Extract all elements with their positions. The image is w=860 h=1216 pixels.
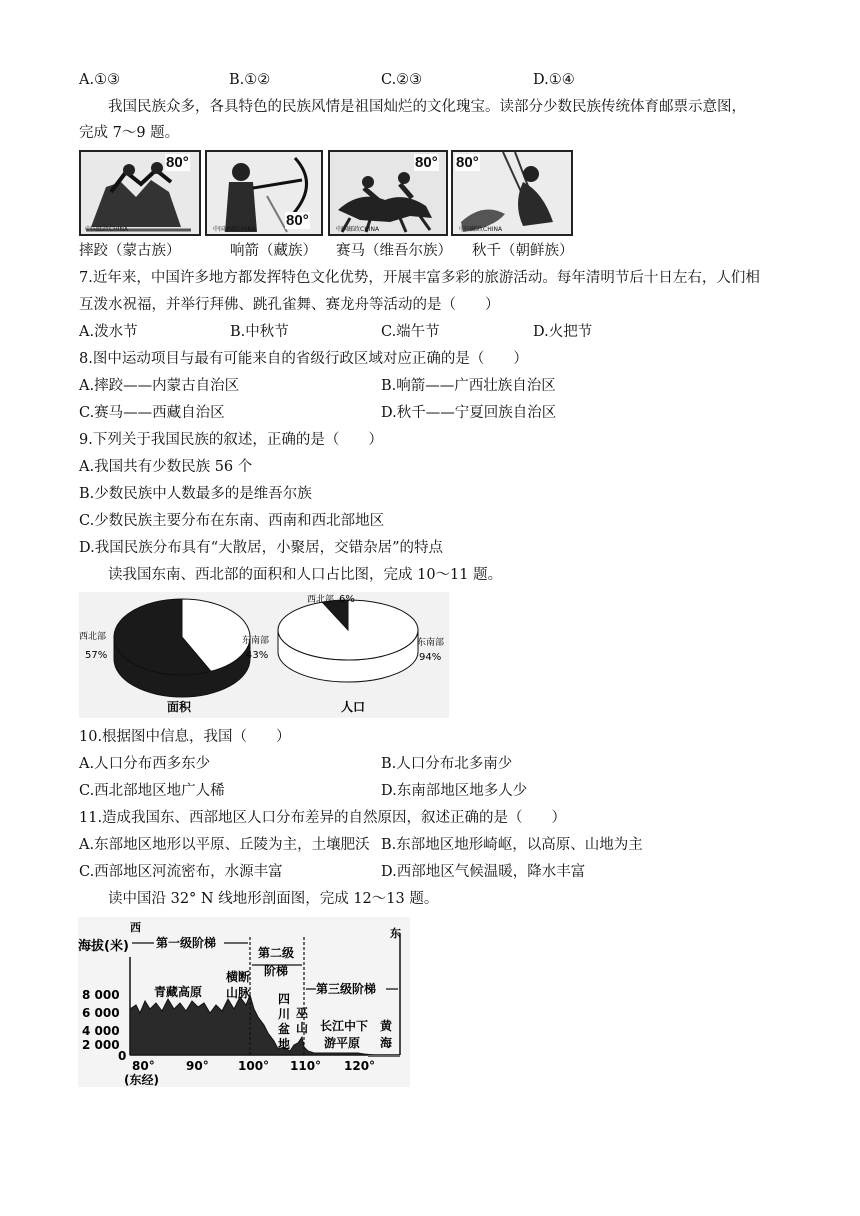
population-chart-title: 人口 — [341, 700, 366, 714]
stamp-value: 80 — [286, 212, 303, 229]
q9-option-c: C.少数民族主要分布在东南、西南和西北部地区 — [79, 513, 385, 529]
profile-west: 西 — [130, 921, 141, 934]
q11-option-d: D.西部地区气候温暖，降水丰富 — [381, 864, 586, 880]
xunit-label: (东经) — [124, 1073, 159, 1087]
xtick-100: 100° — [238, 1059, 270, 1073]
pop-label-northwest: 西北部 — [307, 595, 335, 605]
intro-12-13: 读中国沿 32° N 线地形剖面图，完成 12～13 题。 — [108, 891, 439, 907]
area-value-northwest: 57% — [85, 650, 108, 661]
profile-ylabel: 海拔(米) — [78, 939, 129, 954]
q10-stem: 10.根据图中信息，我国（ ） — [79, 729, 291, 745]
ytick-4000: 4 000 — [82, 1024, 120, 1038]
terrain-profile-svg — [78, 917, 410, 1087]
yellow-sea-water — [368, 1055, 400, 1057]
q6-option-d: D.①④ — [533, 72, 575, 88]
intro-10-11: 读我国东南、西北部的面积和人口占比图，完成 10～11 题。 — [108, 567, 503, 583]
q9-option-b: B.少数民族中人数最多的是维吾尔族 — [79, 486, 312, 502]
q6-option-a: A.①③ — [79, 72, 121, 88]
stamp-value-mark: ° — [431, 154, 438, 171]
intro-7-9-line1: 我国民族众多，各具特色的民族风情是祖国灿烂的文化瑰宝。读部分少数民族传统体育邮票示意图， — [108, 99, 746, 115]
q7-option-c: C.端午节 — [381, 324, 440, 340]
caption-horse-racing: 赛马（维吾尔族） — [336, 243, 452, 259]
q10-option-a: A.人口分布西多东少 — [79, 756, 211, 772]
intro-7-9-line2: 完成 7～9 题。 — [79, 125, 180, 141]
qinghai-tibet-plateau-label: 青藏高原 — [154, 985, 203, 999]
yangtze-plain-label-a: 长江中下 — [320, 1019, 369, 1033]
q7-stem-line2: 互泼水祝福，并举行拜佛、跳孔雀舞、赛龙舟等活动的是（ ） — [79, 297, 500, 313]
pop-value-southeast: 94% — [419, 652, 442, 663]
population-slice-southeast — [278, 600, 418, 660]
q10-option-d: D.东南部地区地多人少 — [381, 783, 528, 799]
q10-option-c: C.西北部地区地广人稀 — [79, 783, 225, 799]
area-pie — [114, 599, 250, 697]
sichuan-label-2: 川 — [278, 1007, 291, 1021]
step2-label-a: 第二级 — [258, 946, 295, 960]
q11-stem: 11.造成我国东、西部地区人口分布差异的自然原因，叙述正确的是（ ） — [79, 810, 567, 826]
q9-stem: 9.下列关于我国民族的叙述，正确的是（ ） — [79, 432, 383, 448]
xtick-120: 120° — [344, 1059, 376, 1073]
stamp-value-mark: ° — [302, 212, 309, 229]
yellow-sea-label-a: 黄 — [380, 1019, 393, 1033]
area-label-northwest: 西北部 — [79, 632, 107, 642]
hengduan-label-a: 横断 — [226, 970, 251, 984]
stamp-whistling-arrow — [205, 150, 323, 236]
stamp-value: 80 — [456, 154, 473, 171]
q6-option-b: B.①② — [229, 72, 271, 88]
stamp-country: 中国邮政CHINA — [459, 226, 503, 233]
area-label-southeast: 东南部 — [242, 636, 270, 646]
ytick-8000: 8 000 — [82, 988, 120, 1002]
stamp-value: 80 — [415, 154, 432, 171]
yangtze-plain-label-b: 游平原 — [324, 1036, 361, 1050]
caption-wrestling: 摔跤（蒙古族） — [79, 243, 181, 259]
q8-stem: 8.图中运动项目与最有可能来自的省级行政区域对应正确的是（ ） — [79, 351, 528, 367]
hengduan-label-b: 山脉 — [226, 986, 251, 1000]
step3-label: 第三级阶梯 — [316, 982, 377, 996]
q8-option-d: D.秋千——宁夏回族自治区 — [381, 405, 557, 421]
area-value-southeast: 43% — [246, 650, 269, 661]
q6-option-c: C.②③ — [381, 72, 423, 88]
caption-whistling-arrow: 响箭（藏族） — [230, 243, 317, 259]
q11-option-b: B.东部地区地形崎岖，以高原、山地为主 — [381, 837, 643, 853]
stamp-value-mark: ° — [472, 154, 479, 171]
q11-option-c: C.西部地区河流密布，水源丰富 — [79, 864, 283, 880]
q10-option-b: B.人口分布北多南少 — [381, 756, 513, 772]
xtick-90: 90° — [186, 1059, 209, 1073]
sichuan-label-1: 四 — [278, 992, 291, 1006]
step2-label-b: 阶梯 — [264, 964, 289, 978]
stamp-country: 中国邮政CHINA — [85, 226, 129, 233]
stamp-wrestling — [79, 150, 201, 236]
q8-option-a: A.摔跤——内蒙古自治区 — [79, 378, 240, 394]
pop-label-southeast: 东南部 — [417, 638, 445, 648]
xtick-110: 110° — [290, 1059, 322, 1073]
population-pie — [278, 600, 418, 682]
sichuan-label-4: 地 — [278, 1037, 291, 1051]
stamp-value-mark: ° — [182, 154, 189, 171]
ytick-2000: 2 000 — [82, 1038, 120, 1052]
q7-stem-line1: 7.近年来，中国许多地方都发挥特色文化优势，开展丰富多彩的旅游活动。每年清明节后十日左右，人们相 — [79, 270, 760, 286]
q9-option-a: A.我国共有少数民族 56 个 — [79, 459, 253, 475]
q7-option-a: A.泼水节 — [79, 324, 138, 340]
pie-charts-svg — [79, 592, 449, 718]
pie-charts-figure — [79, 592, 449, 718]
ytick-0: 0 — [118, 1049, 127, 1063]
profile-east: 东 — [390, 927, 401, 940]
stamp-swing — [451, 150, 573, 236]
q7-option-b: B.中秋节 — [230, 324, 289, 340]
wushan-label-2: 山 — [296, 1021, 309, 1035]
wushan-label-1: 巫 — [296, 1006, 309, 1020]
pop-value-northwest: 6% — [339, 594, 355, 605]
stamp-country: 中国邮政CHINA — [213, 226, 257, 233]
q7-option-d: D.火把节 — [533, 324, 593, 340]
area-chart-title: 面积 — [167, 700, 192, 714]
step1-label: 第一级阶梯 — [156, 936, 217, 950]
stamp-horse-racing — [328, 150, 448, 236]
terrain-profile-figure — [78, 917, 410, 1087]
q8-option-c: C.赛马——西藏自治区 — [79, 405, 225, 421]
xtick-80: 80° — [132, 1059, 155, 1073]
stamp-country: 中国邮政CHINA — [336, 226, 380, 233]
sichuan-label-3: 盆 — [278, 1022, 291, 1036]
yellow-sea-label-b: 海 — [380, 1036, 393, 1050]
caption-swing: 秋千（朝鲜族） — [472, 243, 574, 259]
stamp-value: 80 — [166, 154, 183, 171]
q9-option-d: D.我国民族分布具有“大散居，小聚居，交错杂居”的特点 — [79, 540, 444, 556]
q8-option-b: B.响箭——广西壮族自治区 — [381, 378, 556, 394]
ytick-6000: 6 000 — [82, 1006, 120, 1020]
q11-option-a: A.东部地区地形以平原、丘陵为主，土壤肥沃 — [79, 837, 370, 853]
